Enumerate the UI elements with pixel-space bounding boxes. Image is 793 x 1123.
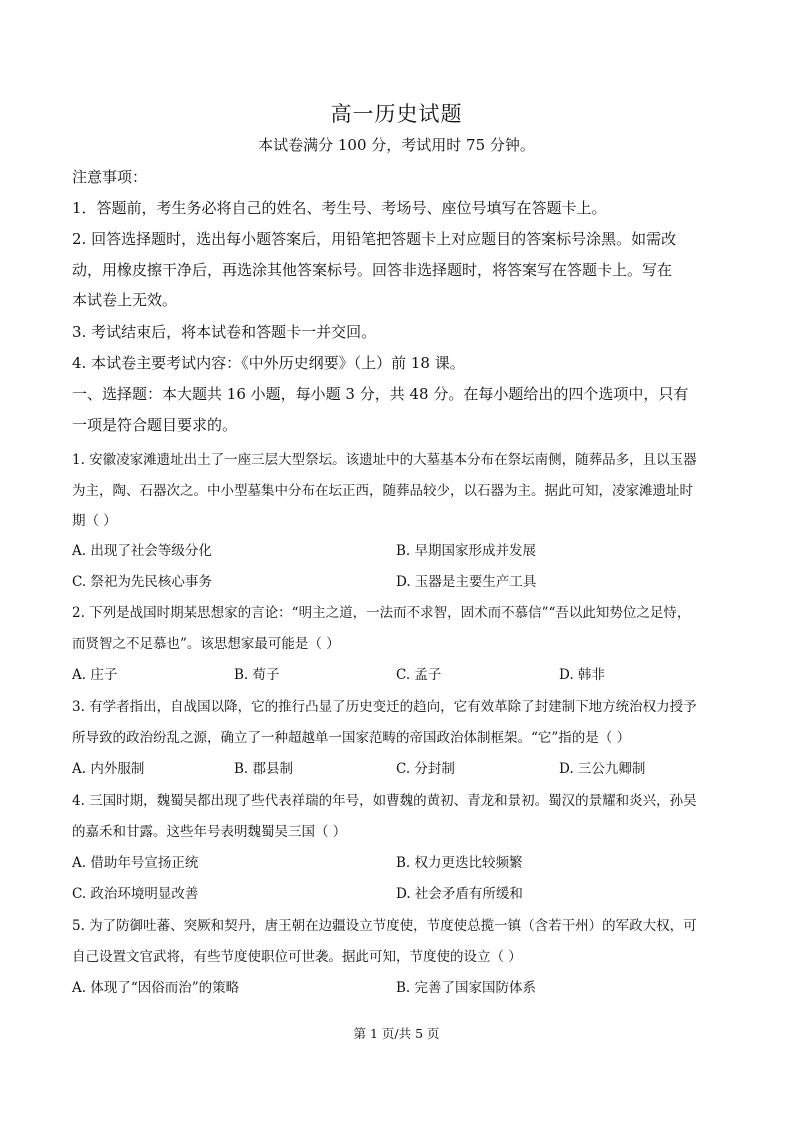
question-5-option-b: B. 完善了国家国防体系 [396,980,537,996]
question-3-option-c: C. 分封制 [396,761,455,777]
question-4-option-c: C. 政治环境明显改善 [72,886,199,902]
question-2-option-d: D. 韩非 [559,667,605,683]
notice-item: 动，用橡皮擦干净后，再选涂其他答案标号。回答非选择题时，将答案写在答题卡上。写在 [72,261,673,279]
question-2-option-c: C. 孟子 [396,667,442,683]
question-1-option-b: B. 早期国家形成并发展 [396,543,537,559]
notice-item: 2. 回答选择题时，选出每小题答案后，用铅笔把答题卡上对应题目的答案标号涂黑。如需改 [72,230,677,248]
question-4-option-a: A. 借助年号宣扬正统 [72,855,199,871]
question-3-option-b: B. 郡县制 [234,761,294,777]
notice-item: 4. 本试卷主要考试内容：《中外历史纲要》（上）前 18 课。 [72,354,465,372]
question-2-option-b: B. 荀子 [234,667,280,683]
question-4-option-b: B. 权力更迭比较频繁 [396,855,523,871]
question-5-line: 5. 为了防御吐蕃、突厥和契丹，唐王朝在边疆设立节度使，节度使总揽一镇（含若干州）的军政大权，可 [72,918,697,934]
page-footer: 第 1 页/共 5 页 [353,1026,440,1041]
question-2-line: 2. 下列是战国时期某思想家的言论：“明主之道，一法而不求智，固术而不慕信”“吾以此知势位之足恃， [72,605,691,621]
question-4-line: 4. 三国时期，魏蜀吴都出现了些代表祥瑞的年号，如曹魏的黄初、青龙和景初。蜀汉的景耀和炎兴，孙吴 [72,793,697,809]
question-1-line: 期（ ） [72,513,117,529]
question-4-line: 的嘉禾和甘露。这些年号表明魏蜀吴三国（ ） [72,824,347,840]
question-1-line: 为主，陶、石器次之。中小型墓集中分布在坛正西，随葬品较少，以石器为主。据此可知，凌家滩遗址时 [72,483,693,499]
notice-item: 本试卷上无效。 [72,291,178,309]
notice-item: 3. 考试结束后，将本试卷和答题卡一并交回。 [72,323,377,341]
question-2-line: 而贤智之不足慕也”。该思想家最可能是（ ） [72,636,340,652]
exam-title: 高一历史试题 [330,102,463,126]
exam-subtitle: 本试卷满分 100 分，考试用时 75 分钟。 [258,136,535,154]
question-2-option-a: A. 庄子 [72,667,118,683]
section-heading: 一、选择题：本大题共 16 小题，每小题 3 分，共 48 分。在每小题给出的四个选项中，只有 [72,385,689,403]
question-4-option-d: D. 社会矛盾有所缓和 [396,886,523,902]
section-heading: 一项是符合题目要求的。 [72,416,238,434]
question-1-line: 1. 安徽凌家滩遗址出土了一座三层大型祭坛。该遗址中的大墓基本分布在祭坛南侧，随葬品多，且以玉器 [72,452,697,468]
notice-item: 1．答题前，考生务必将自己的姓名、考生号、考场号、座位号填写在答题卡上。 [72,199,607,217]
notice-heading: 注意事项： [72,168,148,186]
question-3-line: 所导致的政治纷乱之源，确立了一种超越单一国家范畴的帝国政治体制框架。“它”指的是（ ） [72,730,631,746]
question-3-option-a: A. 内外服制 [72,761,145,777]
question-3-option-d: D. 三公九卿制 [559,761,646,777]
question-1-option-d: D. 玉器是主要生产工具 [396,574,537,590]
question-5-option-a: A. 体现了“因俗而治”的策略 [72,980,240,996]
question-1-option-c: C. 祭祀为先民核心事务 [72,574,212,590]
question-1-option-a: A. 出现了社会等级分化 [72,543,212,559]
question-3-line: 3. 有学者指出，自战国以降，它的推行凸显了历史变迁的趋向，它有效革除了封建制下地方统治权力授予 [72,699,697,715]
question-5-line: 自己设置文官武将，有些节度使职位可世袭。据此可知，节度使的设立（ ） [72,949,522,965]
